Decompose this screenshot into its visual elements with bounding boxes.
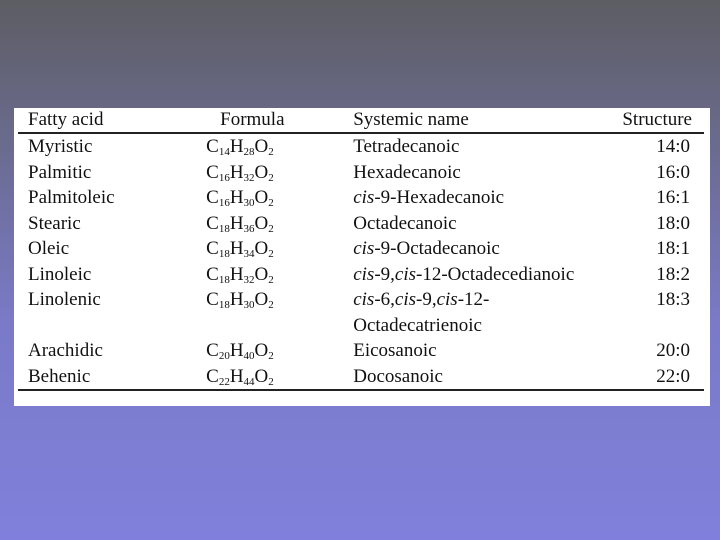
- table-row: [18, 364, 704, 391]
- table-row: [18, 236, 704, 262]
- formula-c-count: 18: [218, 248, 230, 260]
- formula-h-count: 32: [243, 273, 255, 286]
- systemic-name: Tetradecanoic: [353, 136, 460, 157]
- cis-prefix: cis: [353, 289, 375, 310]
- formula-h-count: 28: [243, 146, 255, 158]
- formula-c-count: 16: [218, 171, 230, 184]
- header-systemic-name: Systemic name: [353, 108, 593, 133]
- formula-c-count: 14: [218, 146, 230, 158]
- formula-c-count: 18: [218, 299, 230, 311]
- cis-prefix: cis: [394, 263, 417, 285]
- systemic-name: Hexadecanoic: [353, 161, 461, 183]
- systemic-name: Octadecanoic: [353, 212, 457, 234]
- table-row: [18, 287, 704, 338]
- formula-c-count: 18: [218, 273, 230, 286]
- cis-prefix: cis: [394, 289, 417, 310]
- fatty-acid-name: Palmitic: [28, 161, 92, 183]
- structure: 18:0: [656, 212, 690, 234]
- formula-h-count: 34: [243, 248, 255, 260]
- systemic-name-text: Octadecatrienoic: [353, 314, 482, 336]
- formula-o-count: 2: [268, 375, 274, 388]
- systemic-name: Eicosanoic: [353, 340, 437, 361]
- fatty-acid-name: Palmitoleic: [28, 187, 115, 208]
- systemic-name-text: -12-: [457, 289, 490, 310]
- formula-c-count: 20: [218, 350, 230, 362]
- cis-prefix: cis: [353, 238, 375, 259]
- structure: 18:1: [656, 238, 690, 259]
- fatty-acid-name: Arachidic: [28, 340, 103, 361]
- formula: $C_{16}H_{30}O_2$: [206, 187, 274, 209]
- formula-h-count: 30: [243, 197, 255, 209]
- table-row: [18, 211, 704, 237]
- systemic-name-text: -9-Hexadecanoic: [374, 187, 505, 208]
- formula: $C_{18}H_{36}O_2$: [206, 212, 274, 235]
- cis-prefix: cis: [353, 263, 375, 285]
- formula: $C_{14}H_{28}O_2$: [206, 136, 274, 158]
- fatty-acid-name: Linolenic: [28, 289, 101, 310]
- table-row: [18, 262, 704, 288]
- systemic-name-text: -9,: [374, 263, 395, 285]
- systemic-name-text: -9,: [416, 289, 437, 310]
- systemic-name: [353, 236, 593, 262]
- formula-o-count: 2: [268, 273, 274, 286]
- formula-o-count: 2: [268, 171, 274, 184]
- systemic-name-text: -6,: [374, 289, 395, 310]
- structure: 16:1: [656, 187, 690, 208]
- formula-c-count: 22: [218, 375, 230, 388]
- table-row: [18, 338, 704, 364]
- formula-h-count: 36: [243, 222, 255, 235]
- table-panel: [14, 108, 710, 406]
- table-header-row: [18, 108, 704, 133]
- structure: 18:3: [656, 289, 690, 310]
- systemic-name-text: -12-Octadecedianoic: [416, 263, 575, 285]
- structure: 18:2: [656, 263, 690, 285]
- formula-o-count: 2: [268, 350, 274, 362]
- structure: 14:0: [656, 136, 690, 157]
- systemic-name-text: -9-Octadecanoic: [374, 238, 500, 259]
- structure: 16:0: [656, 161, 690, 183]
- formula-o-count: 2: [268, 248, 274, 260]
- fatty-acid-name: Myristic: [28, 136, 93, 157]
- cis-prefix: cis: [436, 289, 458, 310]
- structure: 22:0: [594, 364, 704, 391]
- systemic-name: [353, 262, 593, 288]
- formula: $C_{16}H_{32}O_2$: [206, 161, 274, 184]
- systemic-name: [353, 287, 593, 338]
- formula: $C_{18}H_{34}O_2$: [206, 238, 274, 260]
- table-row: [18, 185, 704, 211]
- formula-h-count: 44: [243, 375, 255, 388]
- formula-h-count: 32: [243, 171, 255, 184]
- fatty-acid-name: Linoleic: [28, 263, 92, 285]
- systemic-name: Docosanoic: [353, 364, 593, 391]
- fatty-acid-name: Behenic: [18, 364, 206, 391]
- systemic-name: [353, 185, 593, 211]
- fatty-acid-name: Oleic: [28, 238, 70, 259]
- header-formula: Formula: [206, 108, 353, 133]
- fatty-acid-name: Stearic: [28, 212, 81, 234]
- formula-h-count: 40: [243, 350, 255, 362]
- formula-h-count: 30: [243, 299, 255, 311]
- structure: 20:0: [656, 340, 690, 361]
- formula: $C_{18}H_{30}O_2$: [206, 289, 274, 311]
- fatty-acid-table: [18, 108, 704, 391]
- formula-c-count: 18: [218, 222, 230, 235]
- header-structure: Structure: [594, 108, 704, 133]
- formula-c-count: 16: [218, 197, 230, 209]
- formula-o-count: 2: [268, 222, 274, 235]
- formula-o-count: 2: [268, 197, 274, 209]
- formula: $C_{20}H_{40}O_2$: [206, 340, 274, 362]
- header-fatty-acid: Fatty acid: [18, 108, 206, 133]
- formula-o-count: 2: [268, 299, 274, 311]
- cis-prefix: cis: [353, 187, 375, 208]
- formula: $C_{22}H_{44}O_2$: [206, 364, 353, 391]
- table-row: [18, 160, 704, 186]
- formula-o-count: 2: [268, 146, 274, 158]
- formula: $C_{18}H_{32}O_2$: [206, 263, 274, 286]
- table-row: [18, 133, 704, 160]
